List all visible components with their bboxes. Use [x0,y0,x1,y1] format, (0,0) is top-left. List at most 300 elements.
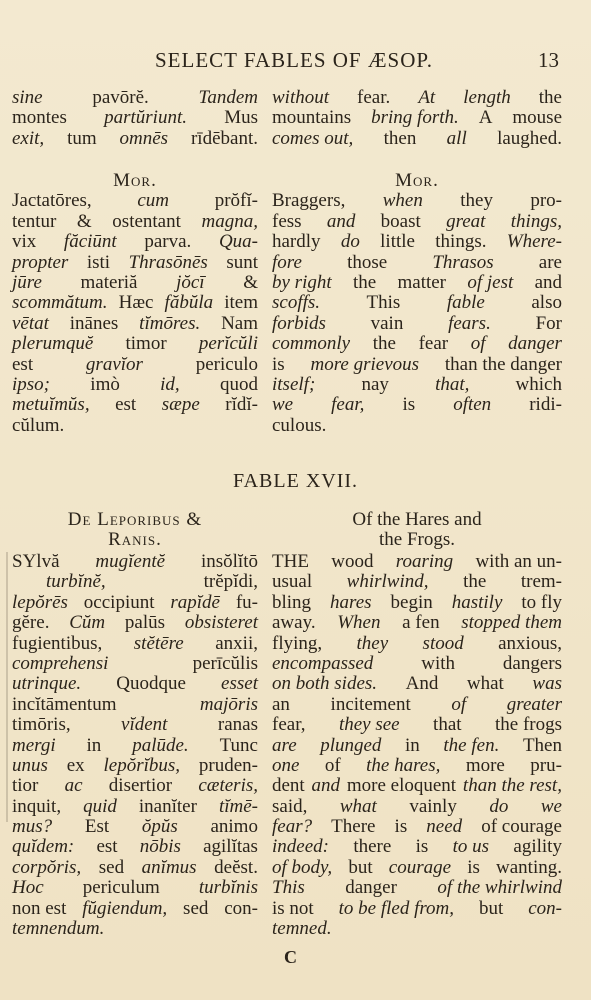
english-word: with [421,652,455,674]
english-line [272,756,562,776]
english-word: When [337,612,381,634]
english-line [272,837,562,857]
latin-line [12,355,258,375]
latin-line [12,756,258,776]
latin-word: făbŭla [164,292,214,314]
english-word: pro- [530,190,562,212]
latin-word: utrinque. [12,673,82,695]
latin-line [12,736,258,756]
page-number: 13 [538,48,559,72]
latin-word: jŏcī [176,271,205,293]
english-line [272,273,562,293]
latin-word: sine [12,87,43,108]
latin-word: pruden- [198,754,258,776]
latin-word: făciūnt [63,231,117,253]
english-line [272,375,562,395]
latin-word: scommătum. [12,292,108,314]
latin-word: occipiunt [83,591,155,613]
english-word: there [353,836,392,858]
english-word: vainly [409,795,457,817]
latin-line [12,232,258,252]
english-word: the frogs [494,714,562,736]
latin-word: ostentant [112,210,181,232]
latin-word: Cŭm [69,612,106,634]
english-word: fear, [272,714,306,736]
latin-word: animo [210,816,258,838]
latin-word: stĕtēre [133,632,184,654]
english-word: fears. [448,312,491,334]
english-word: greater [506,693,562,715]
latin-word: & [243,271,258,293]
english-line [272,572,562,592]
latin-line [12,212,258,232]
english-word: bring forth. [371,107,459,129]
latin-line [12,191,258,211]
english-word: said, [272,795,308,817]
english-word: what [466,673,504,695]
latin-word: vix [12,231,37,253]
english-word: of body, [272,856,333,878]
english-word: by right [272,271,332,293]
latin-word: prŏfĭ- [214,190,258,212]
latin-line [12,899,258,919]
english-word: encompassed [272,652,374,674]
latin-word: partŭriunt. [104,107,187,129]
page-title: SELECT FABLES OF ÆSOP. [155,48,433,72]
latin-word: Tandem [198,87,258,108]
latin-line [12,776,258,796]
english-word: the [372,333,396,355]
english-word: scoffs. [272,292,321,314]
english-word: do [489,795,509,817]
latin-word: fugientibus, [12,632,103,654]
english-word: more grievous [310,353,420,375]
english-line [272,88,562,108]
english-line [272,736,562,756]
english-word: to us [452,836,490,858]
english-line [272,253,562,273]
english-word: usual [272,571,313,593]
english-line [272,593,562,613]
latin-word: insŏlĭtō [200,551,258,572]
latin-word: turbĭnis [198,877,258,899]
english-word: con- [528,897,562,919]
english-word: on both sides. [272,673,378,695]
latin-line [12,572,258,592]
english-word: then [383,127,417,149]
english-word: more [465,754,505,776]
latin-word: inānes [69,312,119,334]
english-word: nay [361,373,389,395]
english-word: mountains [272,107,352,129]
english-line [272,899,562,919]
english-line [272,919,562,939]
latin-word: Thrasōnēs [128,251,208,273]
english-word: incitement [330,693,411,715]
latin-word: timōris, [12,714,71,736]
latin-title-line: Ranis. [108,529,162,551]
english-word: plunged [320,734,382,756]
latin-word: unus [12,754,48,776]
latin-line [12,613,258,633]
latin-word: deĕst. [214,856,258,878]
latin-word: metuĭmŭs, [12,394,90,416]
latin-line [12,878,258,898]
latin-word: ŏpŭs [141,816,178,838]
english-word: are [538,251,562,273]
latin-line [12,273,258,293]
english-word: is [467,856,480,878]
english-line [272,695,562,715]
english-word: dangers [502,652,562,674]
english-word: of courage [481,816,562,838]
latin-word: in [86,734,102,756]
english-word: begin [390,591,433,613]
latin-word: lepŏrĭbus, [103,754,181,776]
latin-word: Hæc [118,292,154,314]
english-word: temned. [272,918,332,940]
latin-word: nōbis [139,836,181,858]
english-title-line: Of the Hares and [352,509,482,530]
latin-word: inquit, [12,795,62,817]
english-word: an [272,693,290,715]
english-word: fear. [357,87,391,108]
english-word: we [540,795,562,817]
latin-line [12,837,258,857]
latin-word: perĭcŭli [198,333,258,355]
english-word: is [402,394,416,416]
english-word: and [311,775,341,797]
latin-word: anĭmus [141,856,197,878]
english-word: boast [380,210,421,232]
latin-word: tentur [12,210,57,232]
english-word: Braggers, [272,190,346,212]
latin-word: quod [219,373,258,395]
english-title-line: the Frogs. [379,529,455,551]
english-word: There [331,816,376,838]
english-word: At [418,87,436,108]
english-fable-body [272,552,562,939]
english-word: pru- [530,754,562,776]
english-line [272,797,562,817]
latin-line [12,593,258,613]
latin-word: fu- [235,591,258,613]
latin-word: periculo [195,353,258,375]
english-word: wanting. [496,856,562,878]
latin-word: quid [83,795,117,817]
english-word: fear? [272,816,313,838]
english-word: THE [272,551,309,572]
latin-word: ipso; [12,373,50,395]
english-word: things. [435,231,487,253]
latin-word: periculum [82,877,160,899]
english-word: than the danger [444,353,562,375]
english-word: culous. [272,414,327,436]
english-word: than the rest, [462,775,562,797]
english-word: This [366,292,401,314]
english-line [272,858,562,878]
latin-word: mugĭentĕ [95,551,166,572]
latin-word: disertior [108,775,173,797]
english-word: stopped them [461,612,562,634]
english-word: agility [513,836,562,858]
english-word: hardly [272,231,321,253]
english-word: forbids [272,312,326,334]
english-word: but [478,897,504,919]
latin-word: tĭmē- [218,795,258,817]
english-word: fore [272,251,302,273]
english-word: wood [331,551,374,572]
english-word: those [347,251,388,273]
english-word: they [356,632,389,654]
english-word: and [326,210,356,232]
latin-word: Tunc [219,734,258,756]
english-word: do [340,231,360,253]
english-line [272,715,562,735]
english-word: trem- [520,571,562,593]
english-word: flying, [272,632,323,654]
latin-word: turbĭnĕ, [46,571,106,593]
latin-word: con- [224,897,258,919]
english-word: matter [397,271,447,293]
english-word: was [532,673,562,695]
english-line [272,674,562,694]
latin-word: gĕre. [12,612,50,634]
english-word: fess [272,210,302,232]
latin-line [12,334,258,354]
latin-word: perīcŭlis [192,652,258,674]
english-word: the hares, [366,754,441,776]
english-word: whirlwind, [346,571,429,593]
latin-line [12,375,258,395]
english-line [272,232,562,252]
latin-line [12,88,258,108]
latin-word: id, [160,373,180,395]
english-word: they [460,190,493,212]
latin-word: Hoc [12,877,44,899]
english-word: they see [338,714,400,736]
english-word: of [470,333,486,355]
english-word: great [446,210,486,232]
latin-word: rīdēbant. [190,127,258,149]
latin-word: vĭdent [121,714,168,736]
latin-line [12,108,258,128]
latin-word: materiă [80,271,138,293]
latin-word: inanĭter [138,795,197,817]
latin-word: SYlvă [12,551,60,572]
latin-word: mus? [12,816,53,838]
latin-line [12,674,258,694]
english-word: one [272,754,300,776]
margin-rule [6,552,8,822]
english-line [272,108,562,128]
english-line [272,654,562,674]
english-word: fable [446,292,485,314]
latin-word: parva. [144,231,192,253]
latin-word: ranas [217,714,258,736]
english-word: is not [272,897,314,919]
english-line [272,334,562,354]
english-word: fear [418,333,449,355]
english-word: danger [345,877,397,899]
latin-word: est [96,836,118,858]
english-line [272,293,562,313]
latin-word: Est [84,816,110,838]
latin-word: exit, [12,127,45,149]
latin-word: imò [90,373,120,395]
english-line [272,878,562,898]
latin-line [12,253,258,273]
latin-line [12,654,258,674]
latin-word: pavōrĕ. [92,87,149,108]
latin-word: Nam [221,312,258,334]
latin-word: quĭdem: [12,836,75,858]
latin-line [12,634,258,654]
english-word: when [382,190,423,212]
english-word: the [538,87,562,108]
english-word: And [405,673,439,695]
english-word: with an un- [475,551,562,572]
english-word: also [531,292,562,314]
english-word: to be fled from, [338,897,455,919]
latin-word: est [115,394,137,416]
english-word: we [272,394,294,416]
english-word: For [535,312,562,334]
english-word: anxious, [498,632,562,654]
english-line [272,212,562,232]
latin-line [12,293,258,313]
english-word: hastily [451,591,503,613]
english-word: often [453,394,492,416]
english-word: which [515,373,562,395]
latin-word: cŭlum. [12,414,65,436]
english-word: dent [272,775,305,797]
english-word: Where- [506,231,562,253]
english-line [272,613,562,633]
latin-word: & [76,210,92,232]
latin-word: rapĭdē [170,591,220,613]
latin-word: magna, [201,210,258,232]
latin-word: plerumquĕ [12,333,94,355]
latin-word: palūde. [132,734,189,756]
latin-word: est [12,353,34,375]
english-word: of [451,693,467,715]
latin-word: agilĭtas [203,836,258,858]
latin-word: lepŏrēs [12,591,68,613]
latin-word: item [224,292,258,314]
english-word: This [272,877,305,899]
latin-word: ex [66,754,85,776]
english-word: of [324,754,341,776]
english-word: courage [388,856,452,878]
english-word: that, [435,373,470,395]
latin-word: sed [98,856,125,878]
latin-top-passage [12,88,258,149]
latin-word: omnēs [119,127,169,149]
latin-word: mergi [12,734,56,756]
english-word: is [394,816,408,838]
english-word: a fen [402,612,440,634]
english-word: hares [330,591,372,613]
english-word: stood [422,632,464,654]
latin-word: majōris [199,693,258,715]
latin-title-line: De Leporibus & [67,509,203,530]
latin-fable-title [12,510,258,551]
latin-word: timor [125,333,167,355]
english-fable-title [272,510,562,551]
latin-word: incĭtāmentum [12,693,117,715]
english-word: away. [272,612,316,634]
latin-word: Qua- [218,231,258,253]
english-moral [272,171,562,436]
english-word: is [272,353,285,375]
latin-word: montes [12,107,67,129]
english-word: length [463,87,511,108]
latin-word: Jactatōres, [12,190,92,212]
latin-word: comprehensi [12,652,109,674]
english-word: of jest [467,271,514,293]
latin-line [12,797,258,817]
english-word: is [415,836,429,858]
latin-word: propter [12,251,69,273]
latin-line [12,695,258,715]
latin-word: cum [137,190,170,212]
latin-line [12,314,258,334]
english-word: vain [370,312,404,334]
english-word: in [405,734,420,756]
latin-line [12,919,258,939]
latin-word: sed [183,897,209,919]
english-word: more eloquent [346,775,457,797]
english-line [272,395,562,415]
english-word: commonly [272,333,351,355]
latin-word: ac [64,775,83,797]
english-word: bling [272,591,312,613]
english-word: fear, [331,394,365,416]
english-word: to fly [521,591,562,613]
latin-moral [12,171,258,436]
english-line [272,191,562,211]
english-word: indeed: [272,836,329,858]
english-word: need [426,816,463,838]
signature-mark: C [284,947,297,967]
latin-word: cæteris, [198,775,258,797]
english-moral-heading: Mor. [395,170,439,191]
english-word: things, [510,210,562,232]
english-word: little [380,231,415,253]
latin-word: isti [86,251,111,273]
latin-word: fŭgiendum, [82,897,168,919]
english-word: that [433,714,462,736]
latin-line [12,858,258,878]
latin-word: sunt [226,251,258,273]
latin-word: sæpe [161,394,200,416]
english-word: of the whirlwind [437,877,562,899]
english-line [272,314,562,334]
latin-word: tĭmōres. [139,312,201,334]
latin-word: gravĭor [85,353,143,375]
english-word: laughed. [497,127,562,149]
english-word: but [348,856,373,878]
english-word: the [463,571,487,593]
english-line [272,776,562,796]
latin-word: esset [221,673,258,695]
english-word: without [272,87,330,108]
fable-heading: FABLE XVII. [232,470,359,492]
latin-line [12,552,258,572]
english-word: danger [508,333,562,355]
latin-word: palūs [124,612,166,634]
